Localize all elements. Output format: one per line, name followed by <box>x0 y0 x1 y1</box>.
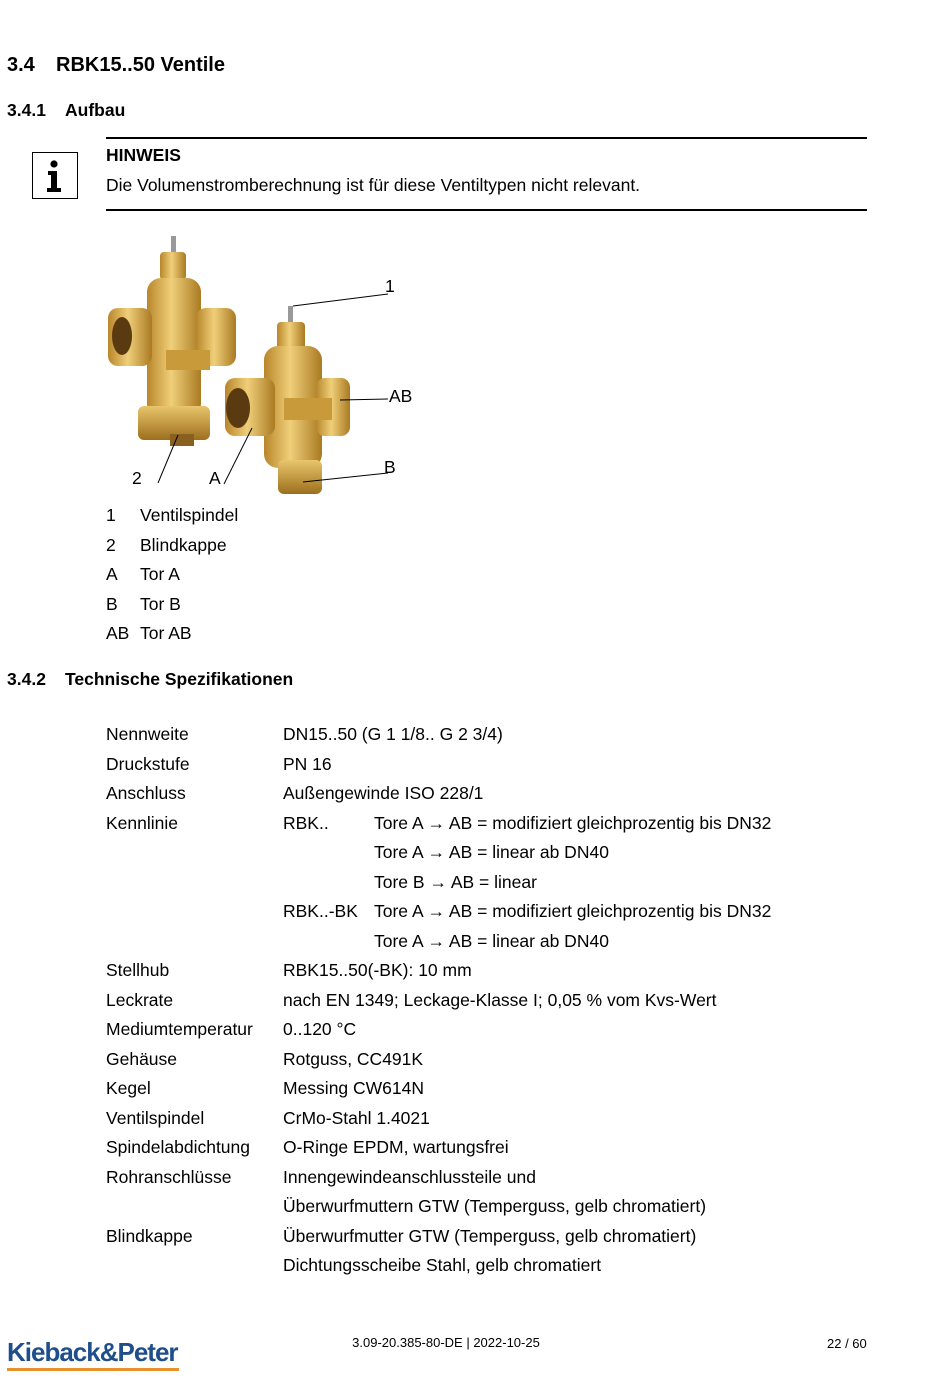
spec-value: 0..120 °C <box>283 1019 357 1039</box>
spec-label: Rohranschlüsse <box>106 1166 232 1187</box>
spec-row <box>106 929 866 959</box>
callout-ab: AB <box>389 386 413 406</box>
spec-sublabel <box>283 929 374 959</box>
spec-row <box>106 1106 866 1136</box>
spec-label: Anschluss <box>106 783 186 803</box>
spec-label: Druckstufe <box>106 753 190 774</box>
spec-sublabel <box>283 840 374 870</box>
subsection-heading-specs <box>7 669 293 690</box>
note-bottom-rule <box>106 209 867 211</box>
spec-value: PN 16 <box>283 753 332 774</box>
spec-value: Überwurfmuttern GTW (Temperguss, gelb chromatiert) <box>283 1196 707 1216</box>
callout-2: 2 <box>132 468 142 488</box>
subsection-number: 3.4.2 <box>7 669 46 689</box>
company-logo: Kieback&Peter <box>7 1337 178 1367</box>
subsection-title: Technische Spezifikationen <box>65 669 294 689</box>
spec-value: Tore B → AB = linear <box>374 871 537 892</box>
spec-label <box>106 1253 283 1283</box>
spec-value: Tore A → AB = modifiziert gleichprozentig bis DN32 <box>374 901 772 921</box>
spec-row <box>106 1017 866 1047</box>
valve-figure <box>100 228 440 498</box>
spec-row <box>106 1047 866 1077</box>
figure-legend <box>106 503 238 651</box>
section-number: 3.4 <box>7 54 35 76</box>
legend-item <box>106 562 238 592</box>
spec-row <box>106 958 866 988</box>
legend-key: 1 <box>106 505 116 525</box>
spec-label <box>106 929 283 959</box>
note-title: HINWEIS <box>106 145 181 165</box>
legend-key: 2 <box>106 534 116 555</box>
spec-table <box>106 722 866 1283</box>
spec-label <box>106 1194 283 1224</box>
subsection-number: 3.4.1 <box>7 100 46 120</box>
spec-label: Blindkappe <box>106 1225 193 1246</box>
spec-row <box>106 1135 866 1165</box>
spec-label: Nennweite <box>106 724 189 744</box>
spec-label <box>106 899 283 929</box>
spec-value: Tore A → AB = linear ab DN40 <box>374 842 609 862</box>
spec-value: DN15..50 (G 1 1/8.. G 2 3/4) <box>283 724 503 744</box>
info-icon <box>32 152 78 199</box>
spec-row <box>106 1194 866 1224</box>
spec-value: nach EN 1349; Leckage-Klasse I; 0,05 % vom Kvs-Wert <box>283 989 717 1010</box>
legend-key: B <box>106 593 118 614</box>
spec-label: Mediumtemperatur <box>106 1019 253 1039</box>
spec-row <box>106 781 866 811</box>
legend-label: Ventilspindel <box>140 505 239 525</box>
spec-label <box>106 840 283 870</box>
spec-sublabel <box>283 870 374 900</box>
spec-value: Tore A → AB = modifiziert gleichprozentig bis DN32 <box>374 812 772 833</box>
spec-value: RBK15..50(-BK): 10 mm <box>283 960 472 980</box>
spec-row <box>106 1165 866 1195</box>
subsection-heading-aufbau <box>7 100 125 121</box>
spec-value: Außengewinde ISO 228/1 <box>283 783 484 803</box>
legend-label: Blindkappe <box>140 534 227 555</box>
spec-label: Gehäuse <box>106 1048 178 1069</box>
spec-value: Innengewindeanschlussteile und <box>283 1166 536 1187</box>
legend-label: Tor AB <box>140 623 192 643</box>
spec-label: Spindelabdichtung <box>106 1137 251 1157</box>
spec-value: CrMo-Stahl 1.4021 <box>283 1107 430 1128</box>
spec-value: Tore A → AB = linear ab DN40 <box>374 930 609 951</box>
legend-key: A <box>106 564 118 584</box>
legend-item <box>106 533 238 563</box>
spec-sublabel: RBK..-BK <box>283 901 358 921</box>
legend-label: Tor A <box>140 564 180 584</box>
note-top-rule <box>106 137 867 139</box>
spec-value: O-Ringe EPDM, wartungsfrei <box>283 1137 509 1157</box>
spec-row <box>106 722 866 752</box>
spec-row <box>106 870 866 900</box>
page-number: 22 / 60 <box>827 1336 867 1351</box>
spec-row <box>106 1076 866 1106</box>
spec-value: Dichtungsscheibe Stahl, gelb chromatiert <box>283 1255 602 1275</box>
spec-label: Ventilspindel <box>106 1107 205 1128</box>
logo-underline <box>7 1368 179 1371</box>
spec-row <box>106 811 866 841</box>
spec-row <box>106 899 866 929</box>
legend-item <box>106 503 238 533</box>
spec-value: Messing CW614N <box>283 1078 425 1098</box>
legend-key: AB <box>106 623 130 643</box>
spec-label: Kennlinie <box>106 812 178 833</box>
spec-row <box>106 1253 866 1283</box>
legend-label: Tor B <box>140 593 181 614</box>
spec-label: Kegel <box>106 1078 151 1098</box>
spec-value: Rotguss, CC491K <box>283 1048 424 1069</box>
spec-row <box>106 752 866 782</box>
callout-a: A <box>209 468 221 488</box>
document-id: 3.09-20.385-80-DE | 2022-10-25 <box>352 1335 540 1350</box>
spec-label: Leckrate <box>106 989 174 1010</box>
callout-1: 1 <box>385 276 395 296</box>
spec-label: Stellhub <box>106 960 170 980</box>
section-title: RBK15..50 Ventile <box>56 54 225 76</box>
legend-item <box>106 621 238 651</box>
section-heading <box>7 54 225 77</box>
note-text: Die Volumenstromberechnung ist für diese Ventiltypen nicht relevant. <box>106 175 641 195</box>
subsection-title: Aufbau <box>65 100 126 120</box>
spec-row <box>106 988 866 1018</box>
spec-row <box>106 840 866 870</box>
spec-sublabel: RBK.. <box>283 812 329 833</box>
spec-label <box>106 870 283 900</box>
legend-item <box>106 592 238 622</box>
spec-row <box>106 1224 866 1254</box>
callout-b: B <box>384 457 396 477</box>
spec-value: Überwurfmutter GTW (Temperguss, gelb chromatiert) <box>283 1225 697 1246</box>
